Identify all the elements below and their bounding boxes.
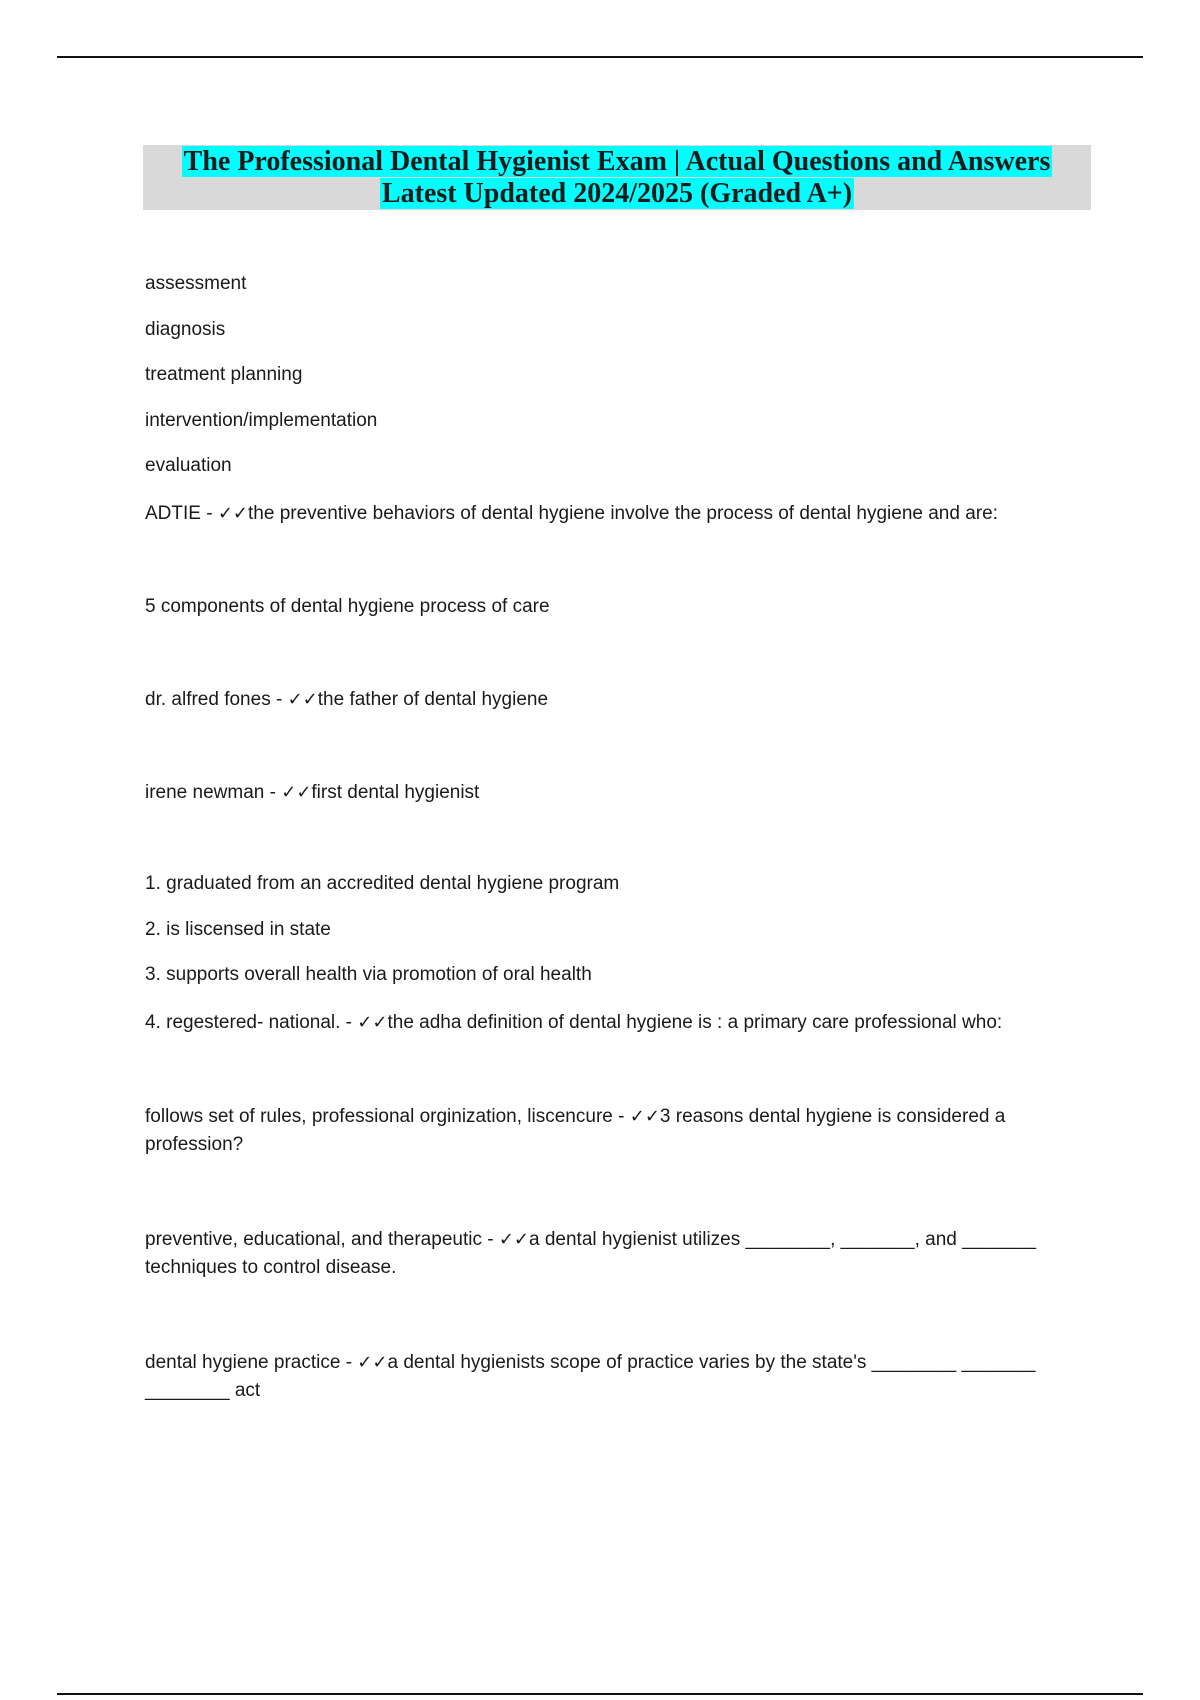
check-icon: ✓✓ bbox=[287, 689, 318, 710]
question-text: a dental hygienists scope of practice varies by the state's ________ _______ ________ act bbox=[145, 1352, 1036, 1401]
question-text: the preventive behaviors of dental hygiene involve the process of dental hygiene and are: bbox=[248, 503, 998, 524]
qa-item bbox=[145, 779, 479, 807]
question-text: a dental hygienist utilizes ________, _______, and _______ techniques to control disease. bbox=[145, 1229, 1037, 1278]
check-icon: ✓✓ bbox=[498, 1229, 530, 1250]
list-item: 5 components of dental hygiene process of care bbox=[145, 596, 550, 617]
list-item: intervention/implementation bbox=[145, 410, 378, 431]
answer-text: dr. alfred fones - bbox=[145, 689, 288, 710]
list-item: assessment bbox=[145, 273, 247, 294]
bottom-rule bbox=[57, 1693, 1143, 1695]
title-line-1: The Professional Dental Hygienist Exam | Actual Questions and Answers bbox=[183, 146, 1051, 177]
list-item: 2. is liscensed in state bbox=[145, 919, 331, 940]
check-icon: ✓✓ bbox=[281, 782, 312, 803]
list-item: treatment planning bbox=[145, 364, 303, 385]
answer-text: dental hygiene practice - bbox=[145, 1352, 358, 1373]
check-icon: ✓✓ bbox=[357, 1352, 388, 1373]
qa-item bbox=[145, 1103, 1075, 1159]
qa-item bbox=[145, 1349, 1075, 1405]
document-title bbox=[143, 145, 1091, 210]
question-text: 3 reasons dental hygiene is considered a profession? bbox=[145, 1106, 1006, 1155]
answer-text: ADTIE - bbox=[145, 503, 218, 524]
top-rule bbox=[57, 56, 1143, 58]
check-icon: ✓✓ bbox=[629, 1106, 660, 1127]
question-text: the adha definition of dental hygiene is : a primary care professional who: bbox=[387, 1012, 1003, 1033]
check-icon: ✓✓ bbox=[217, 503, 249, 524]
title-line-2: Latest Updated 2024/2025 (Graded A+) bbox=[381, 178, 853, 209]
list-item: 3. supports overall health via promotion of oral health bbox=[145, 964, 592, 985]
qa-item bbox=[145, 500, 998, 528]
answer-text: irene newman - bbox=[145, 782, 282, 803]
list-item: diagnosis bbox=[145, 319, 226, 340]
qa-item bbox=[145, 1009, 1002, 1037]
check-icon: ✓✓ bbox=[357, 1012, 388, 1033]
question-text: the father of dental hygiene bbox=[317, 689, 549, 710]
list-item: 1. graduated from an accredited dental hygiene program bbox=[145, 873, 620, 894]
answer-text: preventive, educational, and therapeutic - bbox=[145, 1229, 499, 1250]
question-text: first dental hygienist bbox=[311, 782, 480, 803]
answer-text: follows set of rules, professional orginization, liscencure - bbox=[145, 1106, 630, 1127]
qa-item bbox=[145, 686, 548, 714]
qa-item bbox=[145, 1226, 1075, 1282]
list-item: evaluation bbox=[145, 455, 232, 476]
answer-text: 4. regestered- national. - bbox=[145, 1012, 358, 1033]
